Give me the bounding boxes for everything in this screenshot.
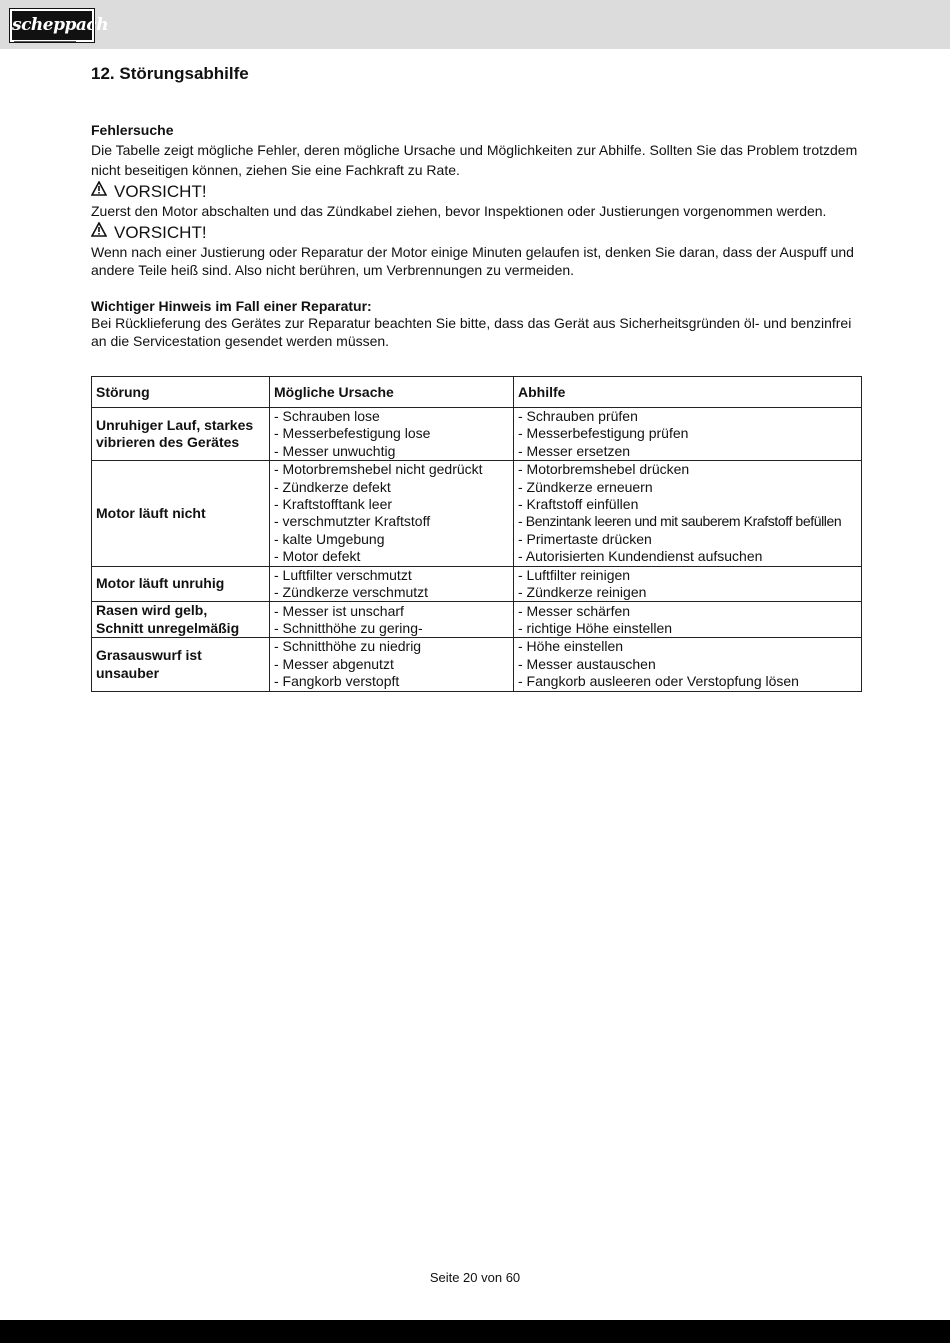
list-item: - Motor defekt: [274, 548, 361, 565]
trouble-text: vibrieren des Gerätes: [96, 434, 240, 451]
table-row: [92, 566, 862, 602]
remedy-cell: [514, 461, 862, 566]
list-item: - Motorbremshebel drücken: [518, 461, 690, 478]
column-header-ursache: Mögliche Ursache: [270, 377, 514, 408]
trouble-text: Rasen wird gelb,: [96, 602, 208, 619]
list-item: - Zündkerze reinigen: [518, 584, 647, 601]
fehlersuche-heading: Fehlersuche: [91, 122, 174, 138]
list-item: - Luftfilter reinigen: [518, 566, 631, 583]
table-row: [92, 602, 862, 638]
page-header-bar: [0, 0, 950, 49]
trouble-text: Motor läuft nicht: [96, 504, 206, 521]
logo-underline: [14, 41, 76, 42]
trouble-text: Motor läuft unruhig: [96, 575, 225, 592]
column-header-stoerung: Störung: [92, 377, 270, 408]
trouble-cell: [92, 408, 270, 461]
repair-note: [91, 297, 861, 350]
repair-note-heading: Wichtiger Hinweis im Fall einer Reparatur:: [91, 298, 372, 314]
list-item: - Messerbefestigung lose: [274, 425, 431, 442]
list-item: - Luftfilter verschmutzt: [274, 566, 412, 583]
warning-triangle-icon: [91, 222, 109, 243]
list-item: - Autorisierten Kundendienst aufsuchen: [518, 548, 763, 565]
page-footer-bar: [0, 1320, 950, 1343]
warning-text: Wenn nach einer Justierung oder Reparatur der Motor einige Minuten gelaufen ist, denken Sie daran, dass der Auspuff und andere Teile heiß sind. Also nicht berühren, um Verbrennungen zu vermeiden.: [91, 244, 854, 278]
trouble-cell: [92, 461, 270, 566]
table-row: [92, 461, 862, 566]
list-item: - Primertaste drücken: [518, 530, 652, 547]
trouble-text: Unruhiger Lauf, starkes: [96, 416, 254, 433]
table-body: [92, 408, 862, 692]
list-item: - Schrauben prüfen: [518, 408, 638, 424]
cause-cell: [270, 566, 514, 602]
list-item: - verschmutzter Kraftstoff: [274, 513, 431, 530]
warning-title: VORSICHT!: [114, 222, 207, 242]
list-item: - Benzintank leeren und mit sauberem Krafstoff befüllen: [518, 513, 842, 530]
cause-cell: [270, 602, 514, 638]
table-row: [92, 638, 862, 691]
section-title: 12. Störungsabhilfe: [91, 64, 249, 83]
list-item: - Messer abgenutzt: [274, 655, 394, 672]
list-item: - Zündkerze erneuern: [518, 478, 653, 495]
page-content: [91, 62, 861, 692]
fehlersuche-text: Die Tabelle zeigt mögliche Fehler, deren mögliche Ursache und Möglichkeiten zur Abhilfe. Sollten Sie das Problem trotzdem nicht beseitigen können, ziehen Sie eine Fachkraft zu Rate.: [91, 142, 858, 178]
warning-block-1: [91, 181, 861, 220]
list-item: - Zündkerze verschmutzt: [274, 584, 429, 601]
list-item: - Fangkorb verstopft: [274, 673, 400, 690]
cause-cell: [270, 461, 514, 566]
cause-cell: [270, 638, 514, 691]
trouble-text: unsauber: [96, 664, 160, 681]
repair-note-text: Bei Rücklieferung des Gerätes zur Reparatur beachten Sie bitte, dass das Gerät aus Sicherheitsgründen öl- und benzinfrei an die Servicestation gesendet werden müssen.: [91, 315, 852, 349]
warning-text: Zuerst den Motor abschalten und das Zündkabel ziehen, bevor Inspektionen oder Justierungen vorgenommen werden.: [91, 203, 827, 219]
list-item: - Fangkorb ausleeren oder Verstopfung lösen: [518, 673, 799, 690]
column-header-abhilfe: Abhilfe: [514, 377, 862, 408]
list-item: - Messer austauschen: [518, 655, 656, 672]
warning-block-2: [91, 222, 861, 279]
list-item: - Zündkerze defekt: [274, 478, 391, 495]
table-header-row: [92, 377, 862, 408]
list-item: - Messerbefestigung prüfen: [518, 425, 689, 442]
scheppach-logo: scheppach: [10, 9, 94, 42]
warning-heading: [91, 181, 861, 202]
list-item: - Kraftstofftank leer: [274, 496, 393, 513]
cause-cell: [270, 408, 514, 461]
warning-triangle-icon: [91, 181, 109, 202]
list-item: - Messer ist unscharf: [274, 602, 404, 619]
list-item: - kalte Umgebung: [274, 530, 385, 547]
remedy-cell: [514, 408, 862, 461]
troubleshooting-table: [91, 376, 862, 692]
trouble-cell: [92, 602, 270, 638]
list-item: - Messer unwuchtig: [274, 442, 396, 459]
list-item: - richtige Höhe einstellen: [518, 619, 673, 636]
trouble-text: Grasauswurf ist: [96, 647, 202, 664]
list-item: - Kraftstoff einfüllen: [518, 496, 639, 513]
list-item: - Messer schärfen: [518, 602, 631, 619]
list-item: - Schnitthöhe zu niedrig: [274, 638, 422, 655]
trouble-cell: [92, 566, 270, 602]
trouble-text: Schnitt unregelmäßig: [96, 619, 240, 636]
warning-heading: [91, 222, 861, 243]
trouble-cell: [92, 638, 270, 691]
remedy-cell: [514, 566, 862, 602]
list-item: - Höhe einstellen: [518, 638, 624, 655]
list-item: - Schnitthöhe zu gering-: [274, 619, 423, 636]
page-number: Seite 20 von 60: [429, 1270, 521, 1285]
list-item: - Motorbremshebel nicht gedrückt: [274, 461, 483, 478]
list-item: - Schrauben lose: [274, 408, 380, 424]
warning-title: VORSICHT!: [114, 181, 207, 201]
remedy-cell: [514, 638, 862, 691]
remedy-cell: [514, 602, 862, 638]
table-row: [92, 408, 862, 461]
list-item: - Messer ersetzen: [518, 442, 631, 459]
